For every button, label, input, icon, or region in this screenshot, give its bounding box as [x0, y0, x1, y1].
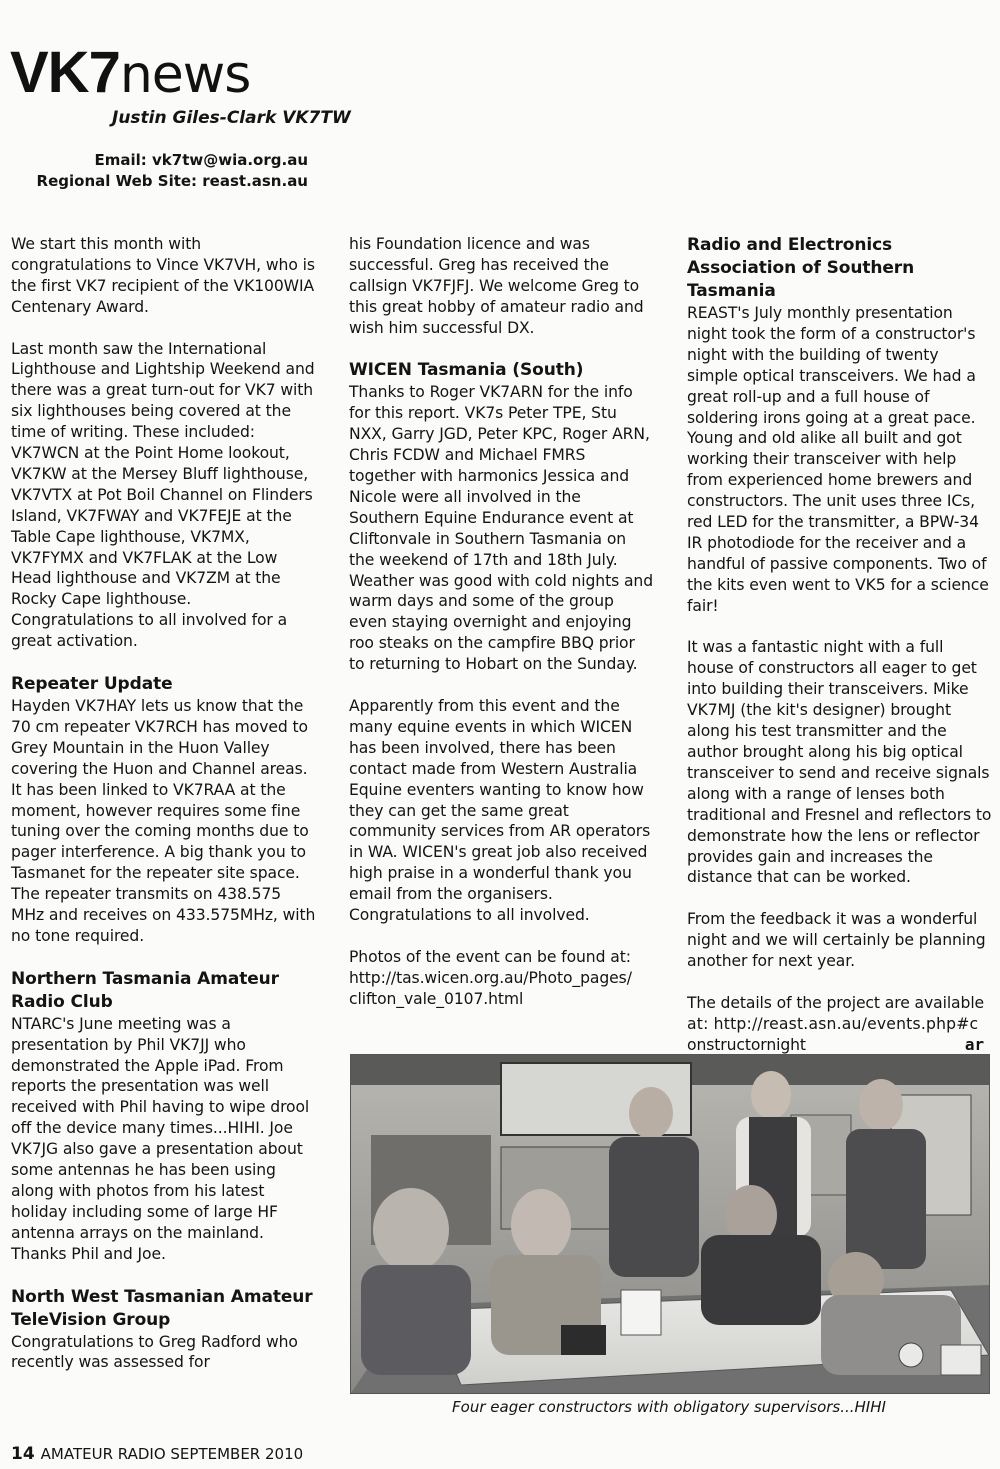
end-mark: ar [964, 1034, 984, 1054]
fantastic-paragraph: It was a fantastic night with a full house of constructors all eager to get into building their transceivers. Mike VK7MJ (the kit's designer) brought along his test transmitter and the author brought along his big optical transceiver to send and receive signals along with a range of lenses both traditional and Fresnel and reflectors to demonstrate how the lens or reflector provides gain and increases the distance that can be worked. [687, 638, 992, 887]
email-line: Email: vk7tw@wia.org.au [94, 151, 308, 169]
details-intro: The details of the project are available [687, 993, 985, 1012]
greg-continuation-paragraph: his Foundation licence and was successful. Greg has received the callsign VK7FJFJ. We welcome Greg to this great hobby of amateur radio and wish him successful DX. [349, 235, 644, 337]
repeater-heading: Repeater Update [11, 674, 173, 694]
ntarc-paragraph: NTARC's June meeting was a presentation by Phil VK7JJ who demonstrated the Apple iPad. From reports the presentation was well received with Phil having to wipe drool off the device many times...HIHI. Joe VK7JG also gave a presentation about some antennas he has been using along with photos from his latest holiday including some of large HF antenna arrays on the mainland. Thanks Phil and Joe. [11, 1014, 310, 1263]
wicen-heading: WICEN Tasmania (South) [349, 360, 584, 381]
contact-block [37, 150, 308, 192]
details-link-2: onstructornight [687, 1035, 806, 1054]
photos-link-1: http://tas.wicen.org.au/Photo_pages/ [349, 968, 632, 987]
details-paragraph [687, 993, 992, 1056]
photos-intro: Photos of the event can be found at: [349, 947, 631, 966]
photo-illustration [351, 1055, 989, 1393]
page-number: 14 [11, 1444, 35, 1464]
page-footer [11, 1444, 303, 1464]
repeater-paragraph: Hayden VK7HAY lets us know that the 70 cm repeater VK7RCH has moved to Grey Mountain in the Huon Valley covering the Huon and Channel areas. It has been linked to VK7RAA at the moment, however requires some fine tuning over the coming months due to pager interference. A big thank you to Tasmanet for the repeater site space. The repeater transmits on 438.575 MHz and receives on 433.575MHz, with no tone required. [11, 697, 316, 945]
photo-caption: Four eager constructors with obligatory supervisors...HIHI [452, 1398, 886, 1416]
ntarc-heading: Northern Tasmania Amateur Radio Club [11, 968, 279, 1012]
nwtatv-paragraph: Congratulations to Greg Radford who recently was assessed for [11, 1332, 298, 1372]
publication-line: AMATEUR RADIO SEPTEMBER 2010 [40, 1445, 304, 1463]
web-line: Regional Web Site: reast.asn.au [36, 172, 308, 190]
feedback-paragraph: From the feedback it was a wonderful night and we will certainly be planning another for next year. [687, 910, 986, 971]
photos-paragraph [349, 947, 654, 1010]
equine-paragraph: Apparently from this event and the many equine events in which WICEN has been involved, there has been contact made from Western Australia Equine eventers wanting to know how they can get the same great community services from AR operators in WA. WICEN's great job also received high praise in a wonderful thank you email from the organisers. Congratulations to all involved. [349, 697, 651, 925]
wicen-paragraph: Thanks to Roger VK7ARN for the info for this report. VK7s Peter TPE, Stu NXX, Garry JGD, Peter KPC, Roger ARN, Chris FCDW and Michael FMRS together with harmonics Jessica and Nicole were all involved in the Southern Equine Endurance event at Cliftonvale in Southern Tasmania on the weekend of 17th and 18th July. Weather was good with cold nights and warm days and some of the group even staying overnight and enjoying roo steaks on the campfire BBQ prior to returning to Hobart on the Sunday. [349, 383, 654, 674]
masthead-light: news [119, 45, 251, 105]
masthead-bold: VK7 [10, 40, 120, 105]
reast-paragraph: REAST's July monthly presentation night took the form of a constructor's night with the building of twenty simple optical transceivers. We had a great roll-up and a full house of soldering irons going at a great pace. Young and old alike all built and got working their transceiver with help from experienced home brewers and constructors. The unit uses three ICs, red LED for the transmitter, a BPW-34 IR photodiode for the receiver and a handful of passive components. Two of the kits even went to VK5 for a science fair! [687, 304, 989, 615]
lighthouse-paragraph: Last month saw the International Lighthouse and Lightship Weekend and there was a great turn-out for VK7 with six lighthouses being covered at the time of writing. These included: VK7WCN at the Point Home lookout, VK7KW at the Mersey Bluff lighthouse, VK7VTX at Pot Boil Channel on Flinders Island, VK7FWAY and VK7FEJE at the Table Cape lighthouse, VK7MX, VK7FYMX and VK7FLAK at the Low Head lighthouse and VK7ZM at the Rocky Cape lighthouse. Congratulations to all involved for a great activation. [11, 339, 315, 651]
nwtatv-heading: North West Tasmanian Amateur TeleVision Group [11, 1286, 313, 1330]
photos-link-2: clifton_vale_0107.html [349, 989, 524, 1008]
column-2 [349, 234, 654, 1030]
intro-paragraph: We start this month with congratulations to Vince VK7VH, who is the first VK7 recipient of the VK100WIA Centenary Award. [11, 235, 315, 316]
column-1 [11, 234, 316, 1394]
reast-heading: Radio and Electronics Association of Southern Tasmania [687, 235, 915, 301]
details-link-1: at: http://reast.asn.au/events.php#c [687, 1014, 979, 1033]
masthead [10, 40, 251, 105]
author-byline: Justin Giles-Clark VK7TW [112, 108, 351, 128]
column-3 [687, 234, 992, 1076]
constructors-photo [350, 1054, 990, 1394]
